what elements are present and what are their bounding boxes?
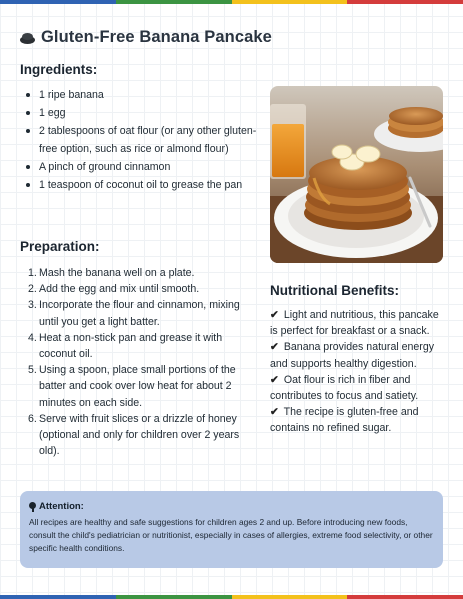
top-color-stripe <box>0 0 463 4</box>
ingredient-item: 1 teaspoon of coconut oil to grease the pan <box>25 176 257 194</box>
step-text: Heat a non-stick pan and grease it with coconut oil. <box>39 331 223 361</box>
bottom-color-stripe <box>0 595 463 599</box>
pancake-photo <box>270 86 443 263</box>
checkmark-icon: ✔ <box>270 309 279 321</box>
nutrition-list <box>270 307 440 437</box>
step-text: Add the egg and mix until smooth. <box>39 283 200 296</box>
step-text: Mash the banana well on a plate. <box>39 267 195 279</box>
nutrition-point <box>270 307 440 339</box>
checkmark-icon: ✔ <box>270 373 279 386</box>
ingredient-item: 1 ripe banana <box>25 86 257 104</box>
title-row <box>20 28 272 47</box>
stripe-green <box>116 0 232 4</box>
preparation-step: 4. Heat a non-stick pan and grease it with coconut oil. <box>28 330 256 362</box>
attention-title: Attention: <box>39 501 84 512</box>
step-text: Using a spoon, place small portions of the batter and cook over low heat for about 2 minutes on each side. <box>39 364 236 409</box>
step-text: Serve with fruit slices or a drizzle of honey (optional and only for children over 2 years old). <box>39 412 240 458</box>
step-text: Incorporate the flour and cinnamon, mixing until you get a light batter. <box>39 299 240 328</box>
pancake-pan-icon <box>20 32 35 44</box>
ingredients-heading: Ingredients: <box>20 62 98 77</box>
stripe-red <box>347 0 463 4</box>
preparation-step: 6. Serve with fruit slices or a drizzle of honey (optional and only for children over 2 years old). <box>28 411 256 460</box>
stripe-yellow <box>232 0 348 4</box>
nutrition-text: Banana provides natural energy and supports healthy digestion. <box>270 341 435 370</box>
stripe-red <box>347 595 463 599</box>
checkmark-icon: ✔ <box>270 406 279 419</box>
preparation-step: 5. Using a spoon, place small portions of the batter and cook over low heat for about 2 minutes on each side. <box>28 362 256 411</box>
attention-box <box>20 491 443 568</box>
preparation-step: 1. Mash the banana well on a plate. <box>28 265 256 281</box>
ingredient-item: 2 tablespoons of oat flour (or any other gluten-free option, such as rice or almond flour) <box>25 122 257 158</box>
page-title: Gluten-Free Banana Pancake <box>41 28 272 46</box>
nutrition-text: Oat flour is rich in fiber and contributes to focus and satiety. <box>270 373 419 403</box>
ingredient-item: A pinch of ground cinnamon <box>25 158 257 176</box>
preparation-steps <box>28 265 256 459</box>
ingredients-list <box>25 86 257 194</box>
stripe-blue <box>0 595 116 599</box>
nutrition-text: The recipe is gluten-free and contains no refined sugar. <box>270 406 419 435</box>
nutrition-heading: Nutritional Benefits: <box>270 283 400 298</box>
attention-text: All recipes are healthy and safe suggestions for children ages 2 and up. Before introducing new foods, consult the child's pediatrician or nutritionist, especially in cases of allergies, extreme food selectivity, or other specific health conditions. <box>29 517 433 553</box>
preparation-step: 2. Add the egg and mix until smooth. <box>28 281 256 297</box>
stripe-green <box>116 595 232 599</box>
preparation-step: 3. Incorporate the flour and cinnamon, mixing until you get a light batter. <box>28 297 256 329</box>
nutrition-point <box>270 372 440 404</box>
stripe-yellow <box>232 595 348 599</box>
nutrition-point <box>270 339 440 371</box>
attention-title-row <box>29 501 434 512</box>
ingredient-item: 1 egg <box>25 104 257 122</box>
preparation-heading: Preparation: <box>20 239 100 254</box>
checkmark-icon: ✔ <box>270 341 279 354</box>
stripe-blue <box>0 0 116 4</box>
nutrition-text: Light and nutritious, this pancake is perfect for breakfast or a snack. <box>270 309 439 338</box>
pin-icon <box>29 502 36 512</box>
nutrition-point <box>270 404 440 436</box>
